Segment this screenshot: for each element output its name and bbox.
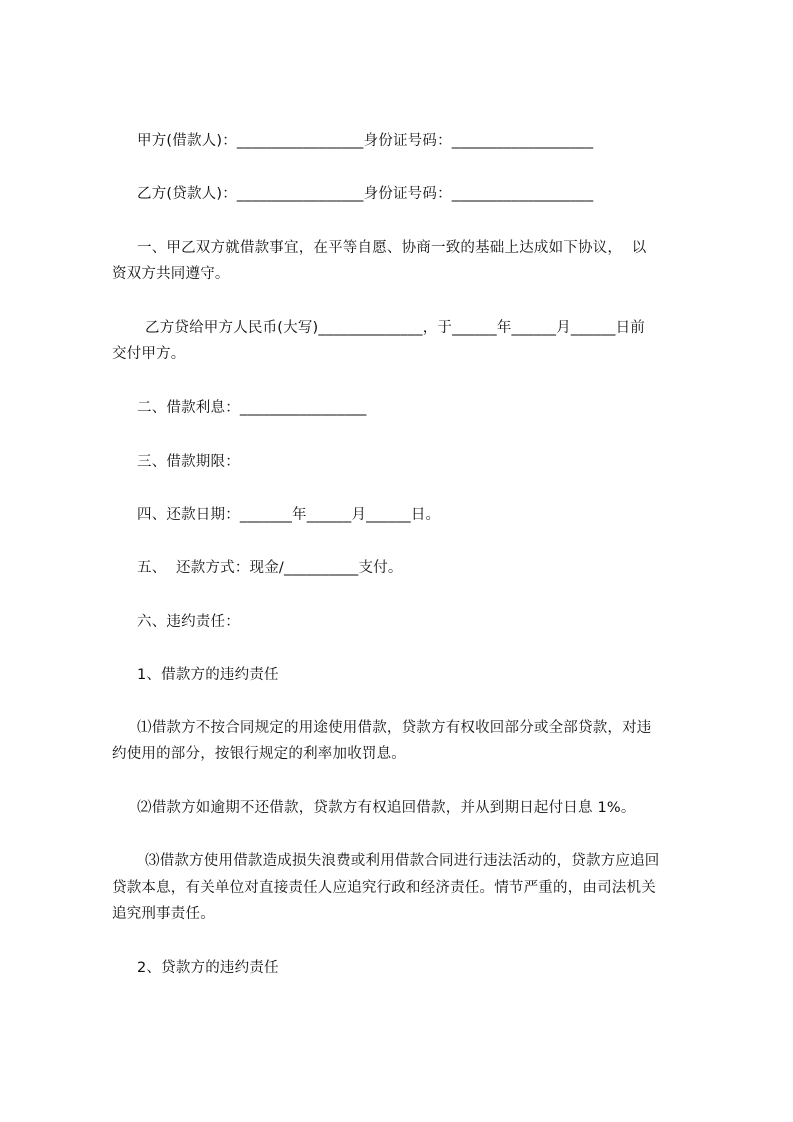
party-b-line: 乙方(贷款人)：_________________身份证号码：___________________ bbox=[137, 186, 594, 202]
borrower-liability-heading: 1、借款方的违约责任 bbox=[137, 667, 279, 683]
clause-2: 二、借款利息：_________________ bbox=[137, 400, 367, 416]
item-3-line-3: 追究刑事责任。 bbox=[112, 906, 215, 922]
item-1-line-2: 约使用的部分，按银行规定的利率加收罚息。 bbox=[112, 746, 406, 762]
loan-amount-line-1: 乙方贷给甲方人民币(大写)______________，于______年______月______日前 bbox=[145, 320, 646, 336]
party-a-line: 甲方(借款人)：_________________身份证号码：___________________ bbox=[137, 133, 594, 149]
item-3-line-1: ⑶借款方使用借款造成损失浪费或利用借款合同进行违法活动的，贷款方应追回 bbox=[145, 853, 660, 869]
item-3-line-2: 贷款本息，有关单位对直接责任人应追究行政和经济责任。情节严重的，由司法机关 bbox=[112, 880, 656, 896]
item-1-line-1: ⑴借款方不按合同规定的用途使用借款，贷款方有权收回部分或全部贷款，对违 bbox=[137, 720, 652, 736]
clause-1-line-2: 资双方共同遵守。 bbox=[112, 266, 230, 282]
loan-amount-line-2: 交付甲方。 bbox=[112, 346, 186, 362]
clause-1-line-1: 一、甲乙双方就借款事宜，在平等自愿、协商一致的基础上达成如下协议， 以 bbox=[137, 240, 647, 256]
clause-6: 六、违约责任： bbox=[137, 614, 240, 630]
lender-liability-heading: 2、贷款方的违约责任 bbox=[137, 960, 279, 976]
clause-4: 四、还款日期：_______年______月______日。 bbox=[137, 507, 441, 523]
item-2: ⑵借款方如逾期不还借款，贷款方有权追回借款，并从到期日起付日息 1%。 bbox=[137, 800, 636, 816]
clause-3: 三、借款期限： bbox=[137, 454, 240, 470]
clause-5: 五、 还款方式：现金/__________支付。 bbox=[137, 560, 403, 576]
